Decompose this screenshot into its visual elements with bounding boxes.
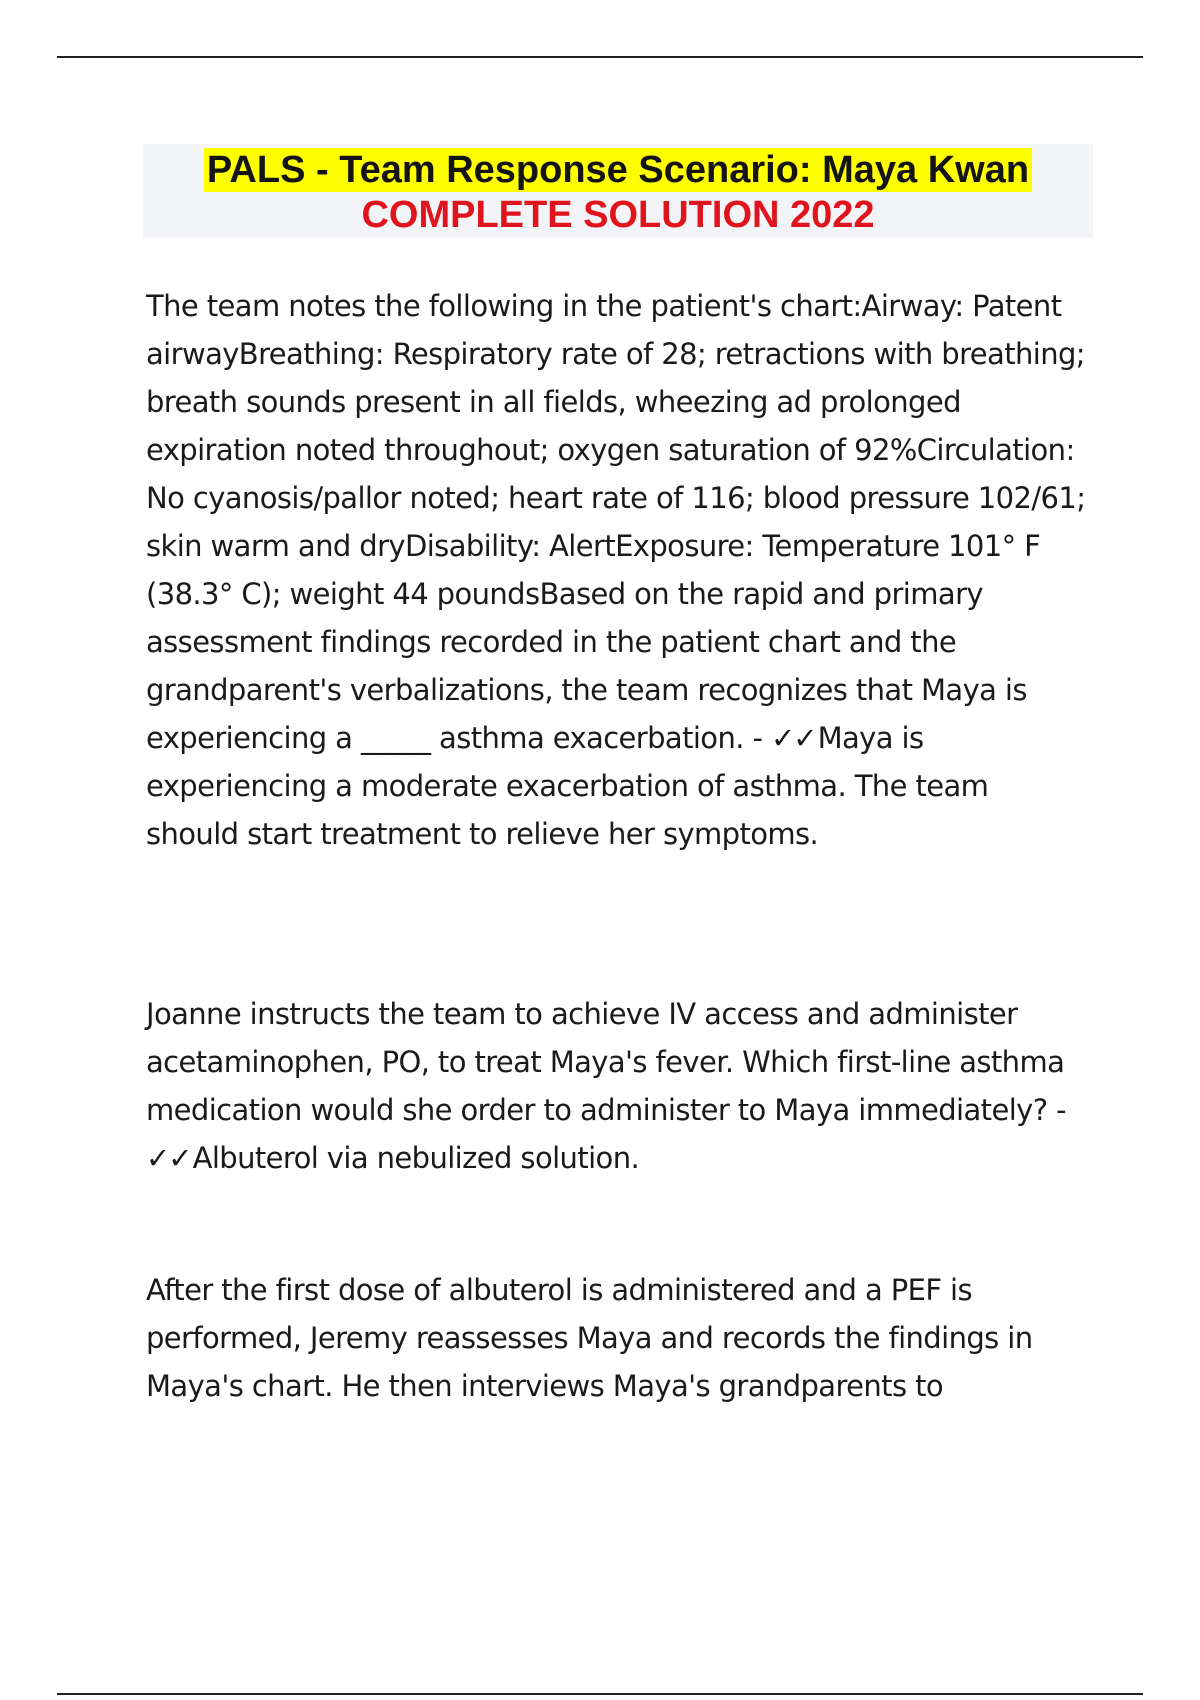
document-title-block [143,144,1093,238]
checkmark-icon: ✓✓ [770,721,816,755]
checkmark-icon: ✓✓ [146,1141,191,1175]
question-text: The team notes the following in the patient's chart:Airway: Patent airwayBreathing: Respiratory rate of 28; retractions with breathing; breath sounds present in all fields, wheezing ad prolonged expiration noted throughout; oxygen saturation of 92%Circulation: No cyanosis/pallor noted; heart rate of 116; blood pressure 102/61; skin warm and dryDisability: AlertExposure: Temperature 101° F (38.3° C); weight 44 poundsBased on the rapid and primary assessment findings recorded in the patient chart and the grandparent's verbalizations, the team recognizes that Maya is experiencing a _____ asthma exacerbation. - [146,289,1086,755]
answer-text: Maya is experiencing a moderate exacerbation of asthma. The team should start treatment to relieve her symptoms. [146,721,989,851]
question-text: After the first dose of albuterol is administered and a PEF is performed, Jeremy reassesses Maya and records the findings in Maya's chart. He then interviews Maya's grandparents to [146,1273,1033,1403]
document-title: PALS - Team Response Scenario: Maya Kwan [204,148,1032,192]
document-subtitle: COMPLETE SOLUTION 2022 [361,194,875,236]
top-rule [57,56,1143,58]
bottom-rule [57,1693,1143,1695]
qa-item [146,282,1086,858]
qa-item [146,990,1086,1182]
qa-item [146,1266,1086,1410]
answer-text: Albuterol via nebulized solution. [192,1141,640,1175]
question-text: Joanne instructs the team to achieve IV access and administer acetaminophen, PO, to treat Maya's fever. Which first-line asthma medication would she order to administer to Maya immediately? - [146,997,1066,1127]
